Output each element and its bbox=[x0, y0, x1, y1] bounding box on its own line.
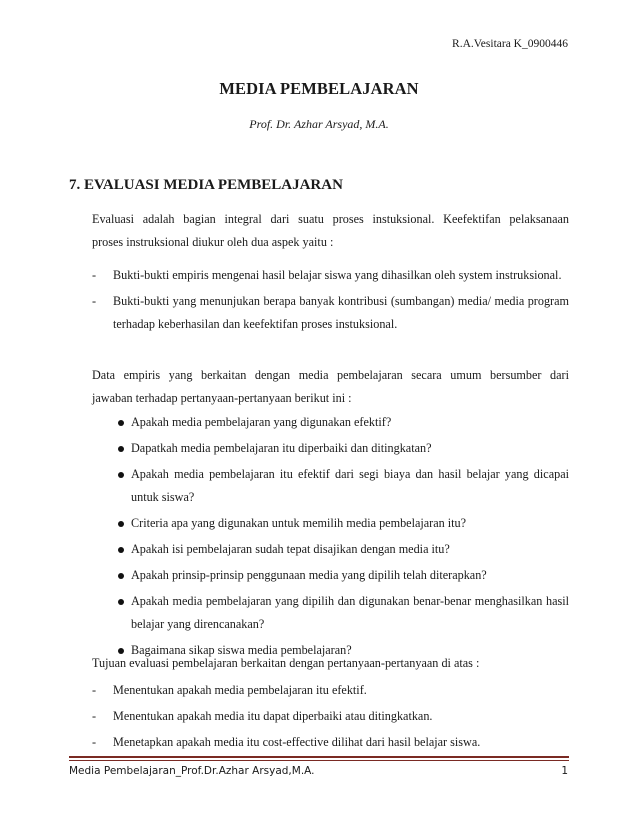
aspects-list bbox=[92, 264, 569, 336]
list-item bbox=[92, 677, 569, 703]
bullet-icon bbox=[118, 599, 124, 605]
list-item bbox=[92, 538, 569, 561]
list-item bbox=[92, 703, 569, 729]
bullet-icon bbox=[118, 472, 124, 478]
page-number: 1 bbox=[561, 765, 568, 777]
dash-marker: - bbox=[92, 735, 97, 749]
intro-line-1: Evaluasi adalah bagian integral dari suatu proses instuksional. Keefektifan pelaksanaan bbox=[92, 212, 569, 226]
intro-paragraph bbox=[92, 208, 569, 254]
list-item bbox=[92, 729, 569, 755]
purpose-intro-text: Tujuan evaluasi pembelajaran berkaitan dengan pertanyaan-pertanyaan di atas : bbox=[92, 656, 480, 670]
footer-text: Media Pembelajaran_Prof.Dr.Azhar Arsyad,M.A. bbox=[69, 765, 315, 777]
document-author: Prof. Dr. Azhar Arsyad, M.A. bbox=[249, 117, 389, 131]
bullet-icon bbox=[118, 573, 124, 579]
list-item-text: Dapatkah media pembelajaran itu diperbaiki dan ditingkatan? bbox=[131, 441, 432, 455]
list-item bbox=[92, 512, 569, 535]
list-item bbox=[92, 590, 569, 636]
header-author-id: R.A.Vesitara K_0900446 bbox=[452, 38, 568, 50]
list-item-text: Bukti-bukti yang menunjukan berapa banyak kontribusi (sumbangan) media/ media program terhadap keberhasilan dan keefektifan proses instuksional. bbox=[113, 294, 569, 331]
list-item bbox=[92, 290, 569, 336]
list-item bbox=[92, 264, 569, 287]
bullet-icon bbox=[118, 547, 124, 553]
bullet-icon bbox=[118, 446, 124, 452]
list-item bbox=[92, 564, 569, 587]
list-item-text: Menetapkan apakah media itu cost-effective dilihat dari hasil belajar siswa. bbox=[113, 735, 481, 749]
dash-marker: - bbox=[92, 709, 97, 723]
purpose-intro bbox=[92, 652, 569, 675]
list-item-text: Criteria apa yang digunakan untuk memilih media pembelajaran itu? bbox=[131, 516, 467, 530]
dash-marker: - bbox=[92, 294, 97, 308]
empirical-line-2: jawaban terhadap pertanyaan-pertanyaan berikut ini : bbox=[92, 391, 352, 405]
intro-line-2: proses instruksional diukur oleh dua aspek yaitu : bbox=[92, 235, 334, 249]
dash-marker: - bbox=[92, 683, 97, 697]
list-item-text: Menentukan apakah media pembelajaran itu efektif. bbox=[113, 683, 367, 697]
list-item-text: Apakah media pembelajaran itu efektif dari segi biaya dan hasil belajar yang dicapai untuk siswa? bbox=[131, 467, 569, 504]
empirical-paragraph bbox=[92, 364, 569, 410]
section-heading: 7. EVALUASI MEDIA PEMBELAJARAN bbox=[69, 177, 343, 193]
dash-marker: - bbox=[92, 268, 97, 282]
bullet-icon bbox=[118, 521, 124, 527]
list-item-text: Apakah media pembelajaran yang dipilih dan digunakan benar-benar menghasilkan hasil belajar yang direncanakan? bbox=[131, 594, 569, 631]
list-item bbox=[92, 437, 569, 460]
document-title: MEDIA PEMBELAJARAN bbox=[219, 79, 419, 98]
footer-divider bbox=[69, 756, 569, 758]
list-item-text: Menentukan apakah media itu dapat diperbaiki atau ditingkatkan. bbox=[113, 709, 433, 723]
purposes-list bbox=[92, 677, 569, 755]
empirical-line-1: Data empiris yang berkaitan dengan media pembelajaran secara umum bersumber dari bbox=[92, 368, 569, 382]
list-item bbox=[92, 411, 569, 434]
list-item-text: Apakah isi pembelajaran sudah tepat disajikan dengan media itu? bbox=[131, 542, 450, 556]
list-item-text: Apakah media pembelajaran yang digunakan efektif? bbox=[131, 415, 392, 429]
list-item bbox=[92, 463, 569, 509]
questions-list bbox=[92, 411, 569, 665]
bullet-icon bbox=[118, 420, 124, 426]
list-item-text: Bukti-bukti empiris mengenai hasil belajar siswa yang dihasilkan oleh system instruksional. bbox=[113, 268, 562, 282]
footer-divider bbox=[69, 760, 569, 761]
list-item-text: Bagaimana sikap siswa media pembelajaran? bbox=[131, 643, 352, 657]
list-item-text: Apakah prinsip-prinsip penggunaan media yang dipilih telah diterapkan? bbox=[131, 568, 487, 582]
